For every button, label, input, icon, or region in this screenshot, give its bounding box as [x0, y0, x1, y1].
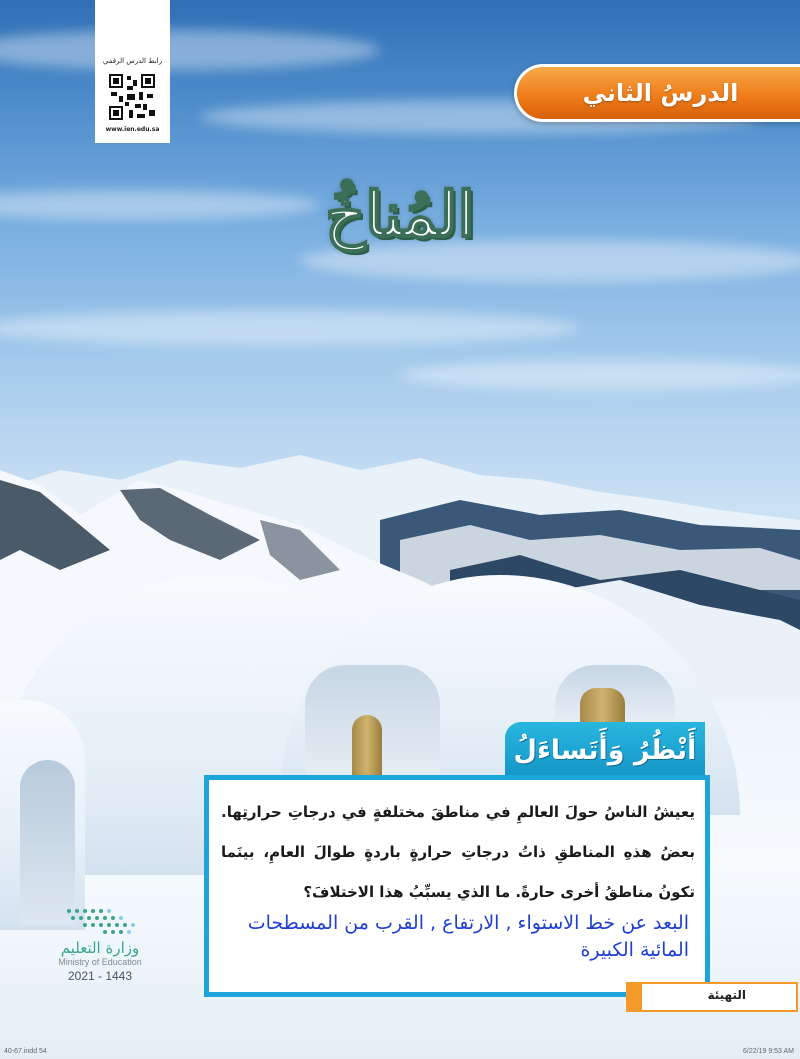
chapter-strip: [626, 982, 798, 1012]
igloo-door: [20, 760, 75, 925]
look-wonder-heading: أَنْظُرُ وَأَتَساءَلُ: [513, 734, 697, 766]
ministry-name-en: Ministry of Education: [58, 957, 142, 967]
look-wonder-tab: [505, 722, 705, 778]
cloud: [400, 360, 800, 390]
print-slug-date: 6/22/19 9:53 AM: [743, 1048, 794, 1055]
ministry-year: 2021 - 1443: [67, 969, 133, 983]
page-title: المُناخُ: [325, 178, 475, 251]
chapter-word: التهيئة: [707, 988, 746, 1002]
qr-code-icon[interactable]: [107, 72, 157, 122]
print-slug-file: 40-67.indd 54: [4, 1048, 47, 1055]
lesson-label: الدرسُ الثاني: [582, 79, 739, 107]
qr-card: [95, 0, 170, 143]
qr-url[interactable]: www.ien.edu.sa: [105, 126, 160, 133]
qr-caption: رابط الدرس الرقمي: [102, 57, 163, 65]
look-wonder-question: يعيشُ الناسُ حولَ العالمِ في مناطقَ مختلفةٍ في درجاتِ حرارتِها. بعضُ هذهِ المناطقِ ذاتُ درجاتِ حرارةٍ باردةٍ طوالَ العامِ، بينَما تكونُ مناطقُ أخرى حارةً. ما الذي يسبِّبُ هذا الاختلافَ؟: [221, 803, 695, 901]
cloud: [0, 310, 580, 346]
wooden-door: [580, 688, 625, 724]
ministry-dots-icon: [63, 905, 143, 935]
ministry-logo: [45, 905, 155, 983]
ministry-name-ar: وزارة التعليم: [60, 939, 140, 957]
lesson-banner: [514, 64, 800, 122]
chapter-marker: [626, 984, 642, 1010]
handwritten-answer: البعد عن خط الاستواء , الارتفاع , القرب من المسطحات المائية الكبيرة: [247, 912, 689, 961]
look-wonder-box: [204, 775, 710, 997]
